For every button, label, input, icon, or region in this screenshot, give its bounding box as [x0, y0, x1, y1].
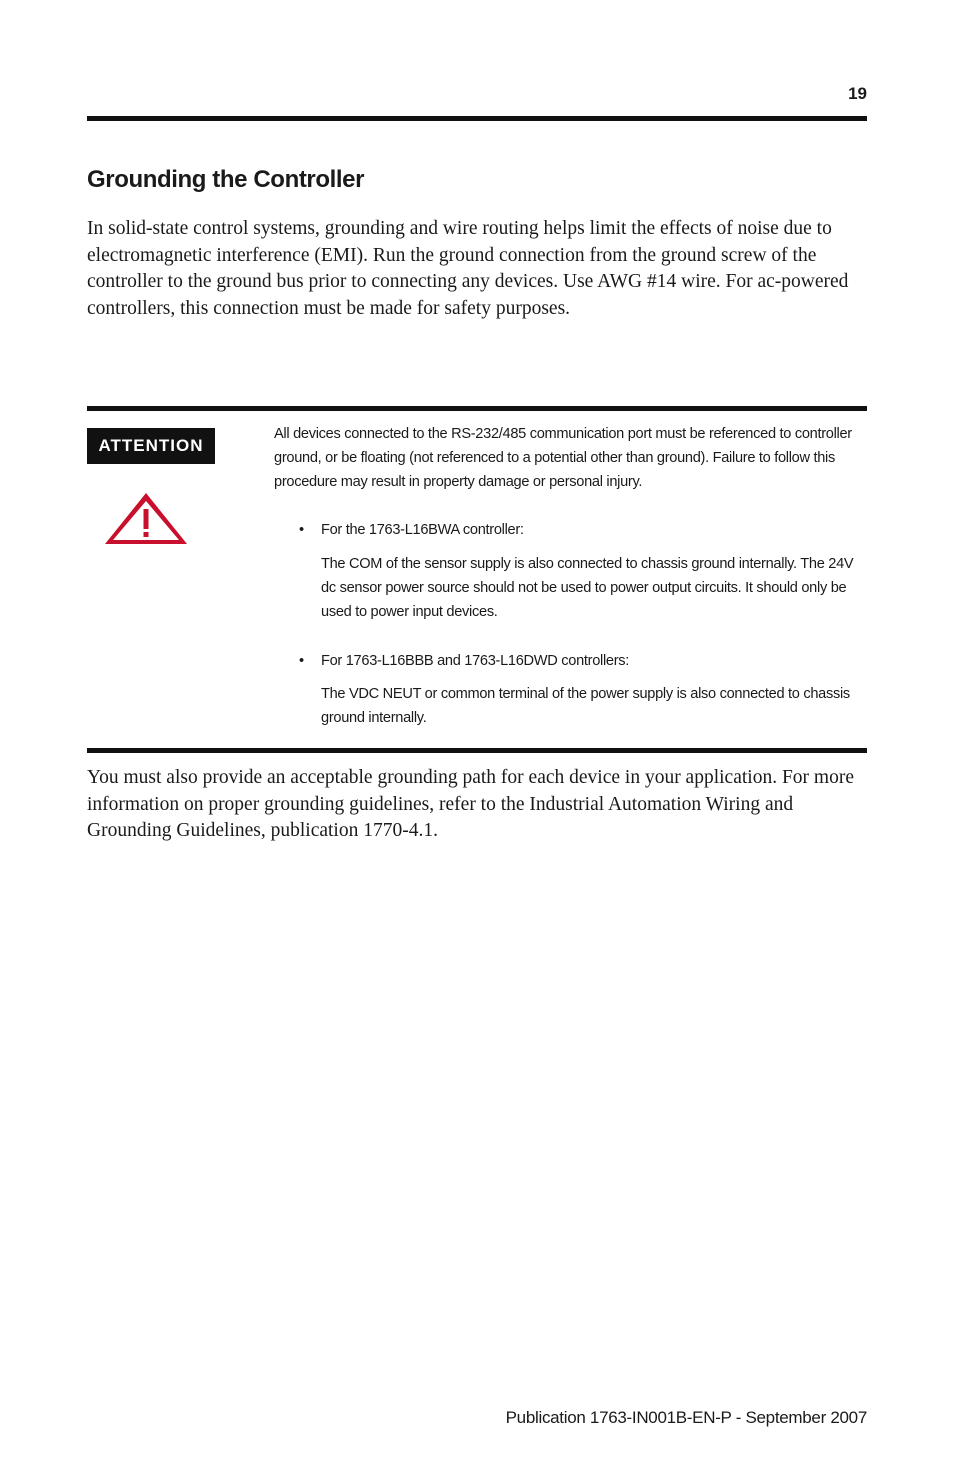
section-title: Grounding the Controller	[87, 166, 365, 193]
publication-footer: Publication 1763-IN001B-EN-P - September 2007	[505, 1408, 867, 1427]
header-rule	[87, 116, 867, 121]
warning-exclamation-bar	[144, 509, 149, 529]
bullet-dot: •	[299, 522, 304, 538]
closing-paragraph: You must also provide an acceptable grounding path for each device in your application. For more information on proper grounding guidelines, refer to the Industrial Automation Wiring and Grounding Guidelines, publication 1770-4.1.	[87, 767, 854, 842]
bullet-label: For the 1763-L16BWA controller:	[321, 522, 524, 538]
page-number: 19	[848, 84, 867, 103]
attention-bullet-1-detail: The COM of the sensor supply is also connected to chassis ground internally. The 24V dc sensor power source should not be used to power output circuits. It should only be used to power input devices.	[321, 556, 854, 620]
bullet-dot: •	[299, 653, 304, 669]
warning-exclamation-dot	[144, 532, 149, 537]
intro-paragraph: In solid-state control systems, grounding and wire routing helps limit the effects of noise due to electromagnetic interference (EMI). Run the ground connection from the ground screw of the controller to the ground bus prior to connecting any devices. Use AWG #14 wire. For ac-powered controllers, this connection must be made for safety purposes.	[87, 218, 849, 319]
attention-text: All devices connected to the RS-232/485 communication port must be referenced to controller ground, or be floating (not referenced to a potential other than ground). Failure to follow this procedure may result in property damage or personal injury.	[274, 426, 852, 490]
bullet-label: For 1763-L16BBB and 1763-L16DWD controllers:	[321, 653, 630, 669]
attention-bottom-rule	[87, 748, 867, 753]
attention-top-rule	[87, 406, 867, 411]
warning-triangle-icon	[102, 490, 190, 546]
attention-bullet-2-detail: The VDC NEUT or common terminal of the power supply is also connected to chassis ground internally.	[321, 686, 850, 726]
attention-badge: ATTENTION	[87, 428, 215, 464]
